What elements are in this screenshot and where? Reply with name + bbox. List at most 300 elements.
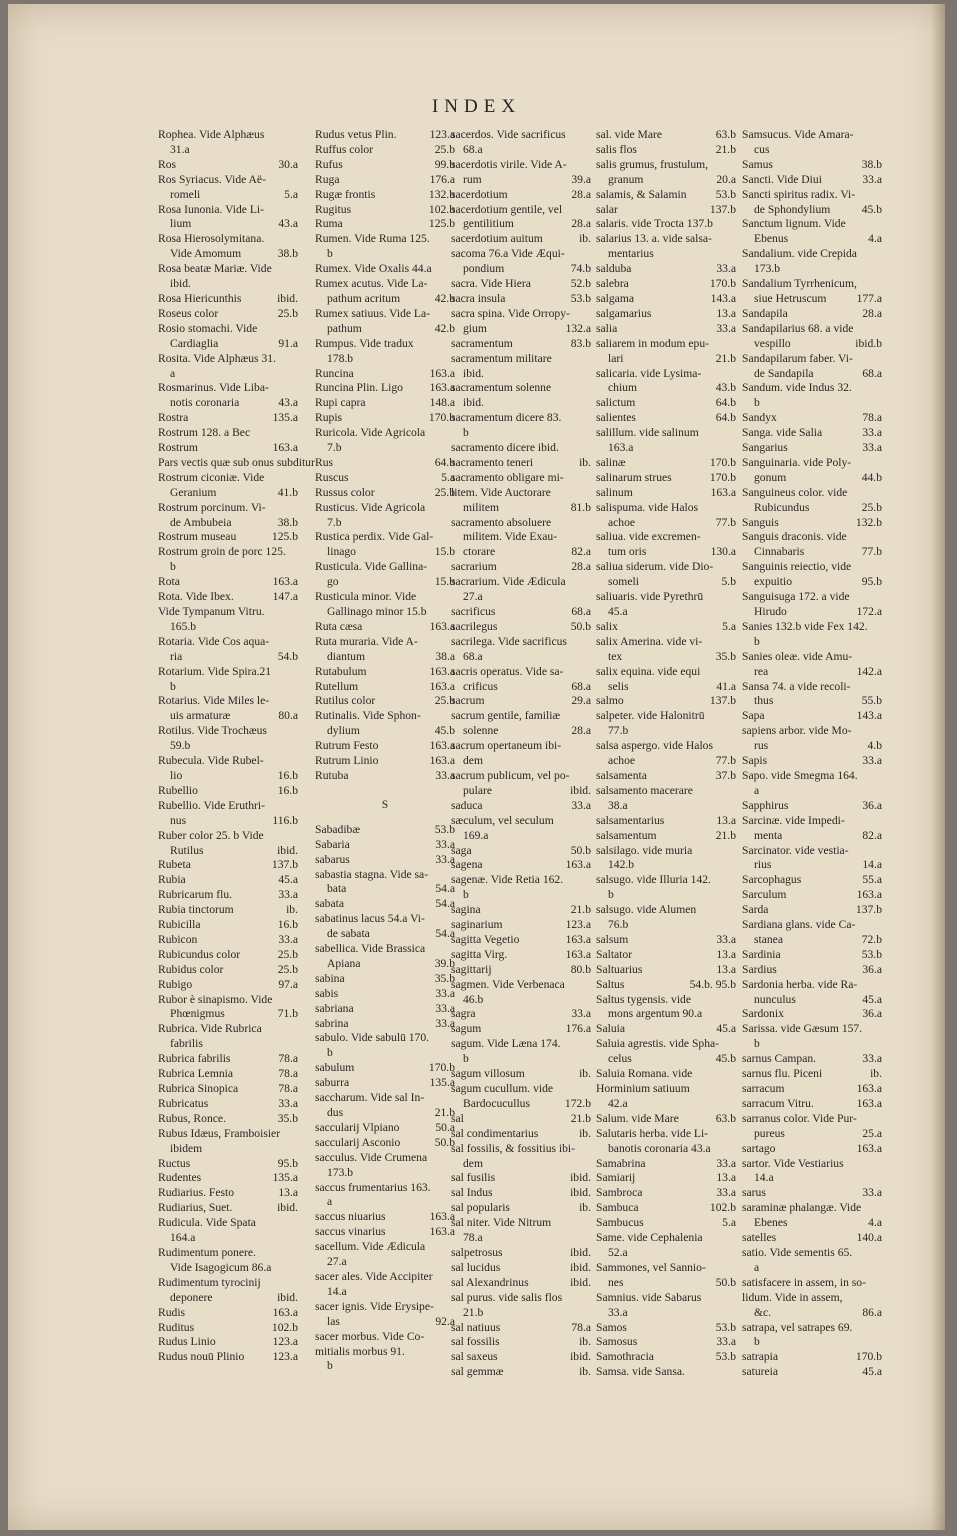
index-entry [451,188,591,203]
index-page-ref: 28.a [571,217,591,231]
index-term: Rosio stomachi. Vide [158,321,258,335]
index-page-ref: 28.a [571,724,591,738]
index-entry [451,367,591,382]
index-term: romeli [170,187,201,201]
index-page-ref: 68.a [862,366,882,380]
index-page-ref [295,203,298,218]
index-term: sacerdos. Vide sacrificus [451,128,566,141]
index-term: b [327,1359,333,1373]
index-page-ref [733,844,736,859]
index-page-ref: 132.b [855,515,882,529]
index-term: sacrum opertaneum ibi- [451,739,562,753]
index-page-ref: 33.a [435,1016,455,1030]
index-term: sacrarium. Vide Ædicula [451,575,566,589]
index-entry [158,1321,298,1336]
index-column-4 [596,128,736,1380]
index-page-ref: 15.b [434,545,455,559]
index-entry [315,724,455,739]
index-entry [158,709,298,724]
index-term: gonum [754,470,787,484]
index-page-ref: 77.b [715,754,736,768]
index-page-ref [295,829,298,844]
index-term: salpetrosus [451,1245,503,1259]
index-term: Vide Isagogicum 86.a [170,1260,272,1274]
index-entry [742,486,882,501]
index-entry [158,575,298,590]
index-entry [742,993,882,1008]
index-entry [451,1365,591,1380]
index-page-ref: 148.a [429,396,455,410]
index-term: salia [596,321,618,335]
index-term: Runcina [315,366,354,380]
index-entry [158,1007,298,1022]
index-entry [596,754,736,769]
index-page-ref [879,814,882,829]
index-term: Sapa [742,709,765,723]
index-term: 21.b [463,1305,484,1319]
index-page-ref [295,322,298,337]
index-page-ref [879,530,882,545]
index-term: Rugæ frontis [315,187,376,201]
index-entry [158,307,298,322]
index-entry [315,650,455,665]
index-term: Rusticula minor. Vide [315,590,417,604]
index-page-ref: 37.b [715,768,736,782]
index-entry [451,352,591,367]
index-page-ref: 72.b [861,932,882,946]
index-entry [158,426,298,441]
index-page-ref [733,337,736,352]
index-page-ref: 33.a [716,321,736,335]
index-entry [451,680,591,695]
index-entry [158,262,298,277]
index-entry [158,799,298,814]
index-page-ref: 123.a [429,128,455,141]
index-entry [158,888,298,903]
index-entry [451,262,591,277]
index-entry [315,868,455,883]
index-term: Rubrica fabrilis [158,1052,231,1066]
index-entry [451,1112,591,1127]
index-entry [451,948,591,963]
index-page-ref [733,903,736,918]
index-page-ref [879,486,882,501]
index-entry [596,1335,736,1350]
index-entry [742,665,882,680]
index-entry [742,1321,882,1336]
index-entry [158,1201,298,1216]
index-entry [596,1291,736,1306]
index-entry [596,784,736,799]
index-entry [451,337,591,352]
index-page-ref [588,709,591,724]
index-entry [315,694,455,709]
index-term: 14.a [754,1171,774,1185]
index-page-ref: 170.b [855,1350,882,1364]
index-term: saccus niuarius [315,1210,386,1224]
index-page-ref: 135.a [272,1171,298,1185]
index-page-ref [733,784,736,799]
index-page-ref: 86.a [862,1305,882,1319]
index-entry [158,128,298,143]
index-entry [315,1181,455,1196]
index-entry [742,188,882,203]
index-term: gium [463,321,487,335]
index-entry [158,173,298,188]
index-page-ref [879,1171,882,1186]
index-term: Sandum. vide Indus 32. [742,381,852,395]
index-entry [596,963,736,978]
index-term: Vide Amomum [170,247,242,261]
index-page-ref: 5.a [284,187,298,201]
index-term: &c. [754,1305,772,1319]
index-entry [742,1216,882,1231]
index-entry [315,203,455,218]
index-page-ref: 143.a [710,291,736,305]
index-term: nes [608,1275,624,1289]
index-page-ref: ibid. [570,1350,591,1364]
index-term: Samsucus. Vide Amara- [742,128,854,141]
index-entry [315,1031,455,1046]
index-page-ref [588,635,591,650]
index-page-ref: 42.b [434,291,455,305]
index-page-ref [295,799,298,814]
index-term: militem. Vide Exau- [463,530,558,544]
index-entry [315,853,455,868]
index-entry [315,560,455,575]
index-entry [596,530,736,545]
index-page-ref [879,277,882,292]
index-term: satio. Vide sementis 65. [742,1245,853,1259]
index-term: mitialis morbus 91. [315,1344,405,1358]
index-term: salmo [596,694,624,708]
index-page-ref [733,158,736,173]
index-entry [158,381,298,396]
index-term: sal popularis [451,1201,510,1215]
index-entry [451,650,591,665]
index-page-ref [588,471,591,486]
index-entry [596,337,736,352]
index-page-ref [295,381,298,396]
index-term: dem [463,754,483,768]
index-term: dem [463,1156,483,1170]
index-page-ref: 91.a [278,336,298,350]
index-entry [596,1142,736,1157]
index-page-ref: 163.a [429,1225,455,1239]
index-page-ref: 13.a [716,1171,736,1185]
index-page-ref [588,426,591,441]
index-entry [742,560,882,575]
index-page-ref: 33.a [716,1335,736,1349]
index-entry [451,1321,591,1336]
index-entry [596,769,736,784]
index-entry [596,694,736,709]
index-entry [315,217,455,232]
index-term: Samabrina [596,1156,646,1170]
index-entry [596,993,736,1008]
index-page-ref [588,814,591,829]
index-term: Rumex satiuus. Vide La- [315,306,431,320]
index-entry [315,823,455,838]
index-term: salsilago. vide muria [596,843,693,857]
index-page-ref: 25.b [861,500,882,514]
index-term: sal niter. Vide Nitrum [451,1216,552,1230]
index-page-ref: 83.b [570,336,591,350]
index-page-ref [879,1291,882,1306]
index-page-ref: 95.b [277,1156,298,1170]
index-page-ref: 28.a [862,306,882,320]
index-page-ref [588,1231,591,1246]
index-page-ref: 33.a [862,441,882,455]
index-term: sal natiuus [451,1320,501,1334]
index-page-ref: 20.a [716,172,736,186]
index-term: Rubricarum flu. [158,888,233,902]
index-entry [596,396,736,411]
index-page-ref [295,694,298,709]
index-page-ref [879,1335,882,1350]
index-entry [315,620,455,635]
index-page-ref [733,530,736,545]
index-entry [742,590,882,605]
index-term: Rosmarinus. Vide Liba- [158,381,269,395]
index-entry [315,322,455,337]
index-entry [596,277,736,292]
index-entry [596,217,736,232]
index-page-ref: ibid. [570,1245,591,1259]
index-page-ref: 5.a [722,1216,736,1230]
index-page-ref: 33.a [862,1186,882,1200]
index-page-ref: 4.a [868,232,882,246]
index-page-ref: 123.a [565,918,591,932]
index-term: Sambuca [596,1201,639,1215]
index-term: salispuma. vide Halos [596,500,699,514]
index-entry [596,173,736,188]
index-entry [596,1276,736,1291]
index-entry [596,1067,736,1082]
index-entry [451,560,591,575]
index-term: salsamentum [596,828,657,842]
index-entry [742,1082,882,1097]
index-entry [158,158,298,173]
index-entry [315,307,455,322]
index-page-ref: 33.a [716,262,736,276]
index-page-ref: 16.b [277,783,298,797]
index-page-ref: 35.b [277,1111,298,1125]
index-entry [315,680,455,695]
index-entry [596,352,736,367]
index-term: Rubicon [158,932,198,946]
index-page-ref: 102.b [271,1320,298,1334]
index-entry [315,575,455,590]
index-term: Rutrum Festo [315,739,379,753]
index-entry [596,1171,736,1186]
index-term: Sanies 132.b vide Fex 142. [742,619,868,633]
index-entry [596,709,736,724]
index-term: Sardonia herba. vide Ra- [742,977,858,991]
index-term: saliua. vide excremen- [596,530,701,544]
index-page-ref: 41.b [277,485,298,499]
index-term: Samus [742,157,773,171]
index-page-ref [879,680,882,695]
index-page-ref [588,739,591,754]
index-term: Saltus tygensis. vide [596,992,692,1006]
index-term: Rubricatus [158,1096,209,1110]
index-entry [596,739,736,754]
index-page-ref: 177.a [856,291,882,305]
index-page-ref [588,873,591,888]
index-entry [158,545,298,560]
index-entry [315,1240,455,1255]
index-entry [596,635,736,650]
index-entry [315,277,455,292]
index-term: dylium [327,724,360,738]
index-entry [158,1157,298,1172]
index-term: Rudus vetus Plin. [315,128,397,141]
index-term: salinum [596,485,633,499]
index-entry [451,516,591,531]
index-page-ref [588,203,591,218]
index-entry [315,1076,455,1091]
index-page-ref: 77.b [861,545,882,559]
index-term: sal [451,1111,464,1125]
index-entry [451,724,591,739]
index-page-ref [879,396,882,411]
index-entry [451,858,591,873]
index-term: tex [608,649,623,663]
index-entry [158,1052,298,1067]
index-term: Ruditus [158,1320,195,1334]
index-page-ref: ib. [579,232,591,246]
index-term: Sarcinator. vide vestia- [742,843,849,857]
index-term: Rubrica. Vide Rubrica [158,1022,262,1036]
index-entry [451,396,591,411]
index-entry [158,993,298,1008]
index-term: sacerdotium gentile, vel [451,202,563,216]
index-page-ref [733,1246,736,1261]
index-term: sacris operatus. Vide sa- [451,664,564,678]
index-term: sabriana [315,1001,354,1015]
index-term: Rufus [315,157,343,171]
index-entry [742,1022,882,1037]
index-entry [158,829,298,844]
index-entry [158,1067,298,1082]
index-page-ref [733,873,736,888]
index-page-ref: 163.a [565,932,591,946]
index-entry [596,620,736,635]
index-term: sagum villosum [451,1067,525,1081]
index-page-ref [879,844,882,859]
index-page-ref: 5.a [441,470,455,484]
index-term: las [327,1314,340,1328]
index-page-ref: 137.b [271,858,298,872]
index-page-ref: 163.a [856,1096,882,1110]
index-term: Hirudo [754,605,787,618]
index-page-ref: 35.b [434,971,455,985]
index-entry [742,232,882,247]
index-entry [158,1231,298,1246]
index-entry [315,158,455,173]
index-page-ref: 135.a [429,1076,455,1090]
index-entry [315,143,455,158]
index-term: sal fossilis, & fossitius ibi- [451,1141,575,1155]
index-page-ref [733,367,736,382]
index-term: sal Indus [451,1186,493,1200]
index-term: a [754,1260,760,1274]
index-page-ref: 68.a [571,679,591,693]
index-term: sacer ignis. Vide Erysipe- [315,1299,434,1313]
index-entry [315,942,455,957]
index-term: saliarem in modum epu- [596,336,710,350]
index-term: sacramentum solenne [451,381,552,395]
index-entry [742,769,882,784]
index-entry [451,1127,591,1142]
index-entry [451,1022,591,1037]
index-page-ref [295,471,298,486]
index-term: bata [327,882,347,896]
index-entry [742,1306,882,1321]
index-term: Rotarius. Vide Miles le- [158,694,270,708]
index-entry [158,232,298,247]
index-entry [158,1291,298,1306]
index-page-ref: 123.a [272,1350,298,1364]
index-entry [451,1201,591,1216]
index-entry [315,897,455,912]
index-term: chium [608,381,637,395]
index-term: ctorare [463,545,496,559]
index-entry [451,292,591,307]
index-page-ref: 78.a [862,411,882,425]
index-entry [158,1082,298,1097]
index-entry [315,1017,455,1032]
index-page-ref [295,1216,298,1231]
index-term: salgamarius [596,306,652,320]
index-entry [451,1067,591,1082]
index-page-ref: 25.b [277,962,298,976]
index-entry [451,784,591,799]
index-term: Rota. Vide Ibex. [158,590,234,604]
index-page-ref [295,173,298,188]
index-page-ref: 28.a [571,187,591,201]
index-entry [315,471,455,486]
index-page-ref: 78.a [571,1320,591,1334]
index-term: Rudus nouū Plinio [158,1350,245,1364]
index-entry [596,873,736,888]
index-page-ref: ibid. [277,291,298,305]
index-page-ref: 13.a [716,962,736,976]
index-term: Cardiaglia [170,336,219,350]
index-entry [315,927,455,942]
index-entry [451,918,591,933]
index-page-ref: 38.b [277,247,298,261]
index-term: Rotarium. Vide Spira.21 [158,664,272,678]
index-entry [742,844,882,859]
index-term: de sabata [327,927,370,941]
index-column-1 [158,128,315,1365]
index-page-ref [295,1261,298,1276]
index-page-ref: ibid. [277,1290,298,1304]
index-page-ref: 43.a [278,396,298,410]
index-page-ref [733,1007,736,1022]
index-term: salgama [596,291,634,305]
index-term: sacrum gentile, familiæ [451,709,561,723]
index-term: achoe [608,754,636,768]
index-page-ref [879,143,882,158]
index-term: sæculum, vel seculum [451,813,554,827]
index-term: salamis, & Salamin [596,187,687,201]
index-page-ref: 45.b [434,724,455,738]
index-term: sacramento teneri [451,455,534,469]
index-entry [158,530,298,545]
